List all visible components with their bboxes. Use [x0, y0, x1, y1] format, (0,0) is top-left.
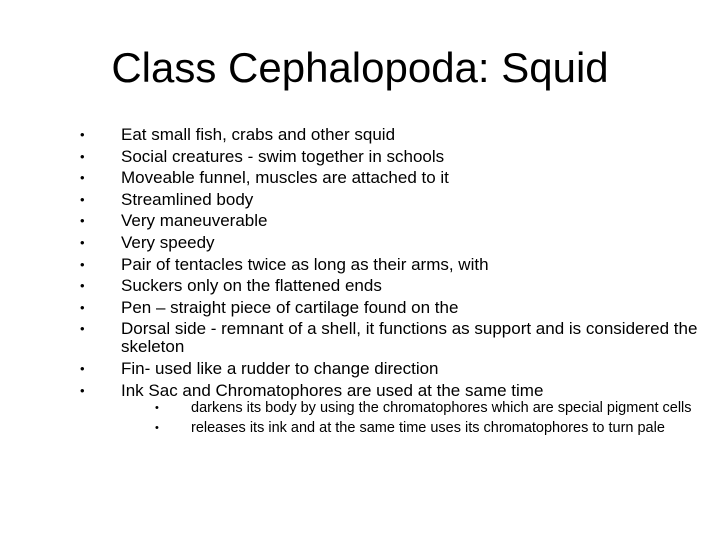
bullet-text: Very speedy — [121, 232, 215, 252]
bullet-item — [80, 299, 700, 317]
bullet-item — [80, 277, 700, 295]
slide-title: Class Cephalopoda: Squid — [111, 44, 609, 91]
bullet-text: Ink Sac and Chromatophores are used at the same time — [121, 380, 544, 400]
bullet-item — [80, 212, 700, 230]
bullet-marker: • — [80, 278, 85, 294]
bullet-marker: • — [80, 256, 85, 272]
bullet-text: Streamlined body — [121, 189, 254, 209]
sub-bullet-text: releases its ink and at the same time uses its chromatophores to turn pale — [191, 419, 665, 436]
bullet-text: Moveable funnel, muscles are attached to it — [121, 168, 449, 188]
bullet-text: Suckers only on the flattened ends — [121, 276, 382, 296]
bullet-item — [80, 360, 700, 378]
bullet-text: Pair of tentacles twice as long as their arms, with — [121, 254, 489, 274]
sub-bullet-marker: • — [155, 421, 159, 434]
bullet-marker: • — [80, 382, 85, 398]
bullet-marker: • — [80, 299, 85, 315]
bullet-marker: • — [80, 213, 85, 229]
bullet-item — [80, 256, 700, 274]
sub-bullet-list — [155, 401, 720, 436]
bullet-item — [80, 382, 700, 435]
sub-bullet-text: darkens its body by using the chromatophores which are special pigment cells — [191, 399, 692, 416]
bullet-item — [80, 191, 700, 209]
bullet-marker: • — [80, 170, 85, 186]
bullet-text: Eat small fish, crabs and other squid — [121, 125, 396, 144]
bullet-text: Social creatures - swim together in schools — [121, 146, 445, 166]
bullet-text: Dorsal side - remnant of a shell, it functions as support and is considered the skeleton — [121, 319, 698, 357]
bullet-marker: • — [80, 321, 85, 337]
bullet-item — [80, 148, 700, 166]
bullet-marker: • — [80, 360, 85, 376]
bullet-text: Very maneuverable — [121, 211, 268, 231]
bullet-text: Fin- used like a rudder to change direction — [121, 358, 439, 378]
bullet-item — [80, 126, 700, 144]
bullet-list — [80, 126, 700, 440]
sub-bullet-item — [155, 401, 720, 416]
bullet-text: Pen – straight piece of cartilage found on the — [121, 297, 459, 317]
bullet-item — [80, 169, 700, 187]
sub-bullet-marker: • — [155, 401, 159, 414]
bullet-marker: • — [80, 148, 85, 164]
bullet-item — [80, 320, 700, 356]
bullet-marker: • — [80, 127, 85, 142]
bullet-item — [80, 234, 700, 252]
bullet-marker: • — [80, 234, 85, 250]
sub-bullet-item — [155, 421, 720, 436]
bullet-marker: • — [80, 191, 85, 207]
